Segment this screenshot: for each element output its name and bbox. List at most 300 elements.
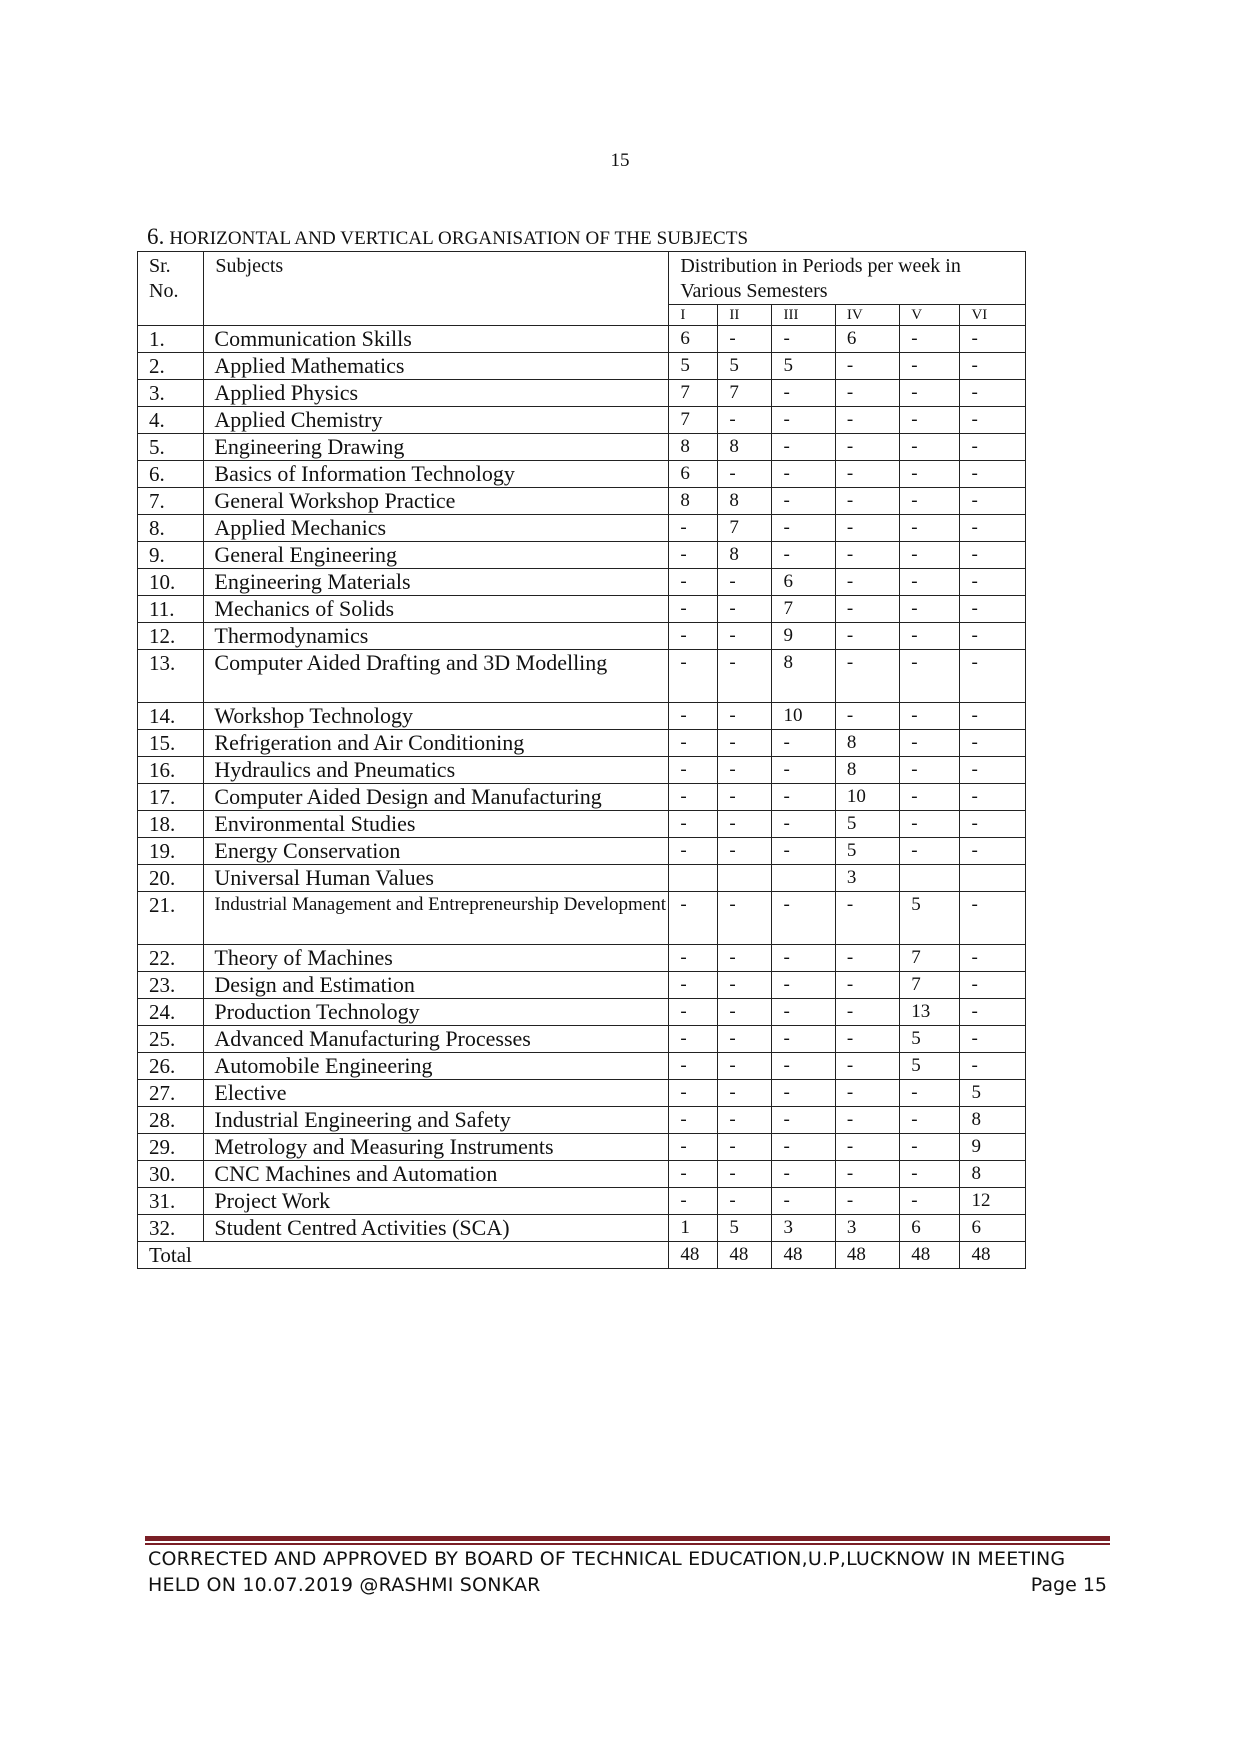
period-cell: 8 <box>669 434 718 461</box>
header-sr-no: Sr. No. <box>138 252 204 326</box>
sr-no-cell: 22. <box>138 945 204 972</box>
sr-no-cell: 5. <box>138 434 204 461</box>
total-cell: 48 <box>772 1242 835 1269</box>
subject-cell: Metrology and Measuring Instruments <box>204 1134 669 1161</box>
period-cell: - <box>772 838 835 865</box>
period-cell: 6 <box>669 326 718 353</box>
subject-cell: Energy Conservation <box>204 838 669 865</box>
period-cell <box>669 865 718 892</box>
sr-no-cell: 23. <box>138 972 204 999</box>
period-cell: - <box>718 757 772 784</box>
period-cell: - <box>900 1188 960 1215</box>
period-cell: 10 <box>772 703 835 730</box>
period-cell: - <box>900 407 960 434</box>
period-cell: - <box>772 1134 835 1161</box>
period-cell <box>900 865 960 892</box>
subject-cell: General Engineering <box>204 542 669 569</box>
period-cell: - <box>718 461 772 488</box>
table-row <box>138 488 1026 515</box>
period-cell: - <box>772 811 835 838</box>
subjects-distribution-table <box>137 251 1026 1269</box>
period-cell: - <box>718 1026 772 1053</box>
period-cell: - <box>718 838 772 865</box>
subject-cell: Basics of Information Technology <box>204 461 669 488</box>
period-cell: - <box>772 784 835 811</box>
semester-header: V <box>900 305 960 326</box>
table-row <box>138 1053 1026 1080</box>
period-cell: - <box>669 623 718 650</box>
period-cell: - <box>960 784 1026 811</box>
table-row <box>138 1080 1026 1107</box>
period-cell: - <box>669 1107 718 1134</box>
table-row <box>138 811 1026 838</box>
period-cell: - <box>718 326 772 353</box>
period-cell: - <box>772 326 835 353</box>
period-cell: - <box>669 542 718 569</box>
period-cell: 6 <box>900 1215 960 1242</box>
sr-no-cell: 20. <box>138 865 204 892</box>
table-row <box>138 1161 1026 1188</box>
period-cell: - <box>835 1026 899 1053</box>
total-label: Total <box>138 1242 669 1269</box>
period-cell: - <box>960 650 1026 703</box>
period-cell: 7 <box>900 972 960 999</box>
period-cell: - <box>900 623 960 650</box>
period-cell: - <box>669 1188 718 1215</box>
period-cell: 8 <box>772 650 835 703</box>
table-body <box>138 252 1026 1269</box>
period-cell: 10 <box>835 784 899 811</box>
period-cell: - <box>835 1107 899 1134</box>
table-row <box>138 999 1026 1026</box>
period-cell: - <box>772 380 835 407</box>
period-cell: - <box>960 623 1026 650</box>
period-cell: - <box>669 596 718 623</box>
table-row <box>138 650 1026 703</box>
table-row <box>138 569 1026 596</box>
header-subjects: Subjects <box>204 252 669 326</box>
period-cell <box>960 865 1026 892</box>
period-cell: 7 <box>669 380 718 407</box>
subject-cell: Thermodynamics <box>204 623 669 650</box>
period-cell: - <box>960 353 1026 380</box>
period-cell: - <box>669 838 718 865</box>
subject-cell: Environmental Studies <box>204 811 669 838</box>
sr-no-cell: 16. <box>138 757 204 784</box>
period-cell: - <box>718 1107 772 1134</box>
period-cell: - <box>835 596 899 623</box>
period-cell: 6 <box>669 461 718 488</box>
period-cell: 8 <box>669 488 718 515</box>
period-cell: 5 <box>900 1053 960 1080</box>
period-cell: 3 <box>835 1215 899 1242</box>
period-cell: - <box>718 703 772 730</box>
period-cell: 7 <box>669 407 718 434</box>
section-number: 6. <box>147 224 165 249</box>
sr-no-cell: 9. <box>138 542 204 569</box>
period-cell: - <box>960 461 1026 488</box>
sr-no-cell: 26. <box>138 1053 204 1080</box>
period-cell: 8 <box>718 542 772 569</box>
period-cell: - <box>900 1161 960 1188</box>
table-row <box>138 407 1026 434</box>
table-row <box>138 784 1026 811</box>
period-cell: - <box>718 1080 772 1107</box>
sr-no-cell: 29. <box>138 1134 204 1161</box>
sr-no-cell: 10. <box>138 569 204 596</box>
sr-no-cell: 32. <box>138 1215 204 1242</box>
subject-cell: Design and Estimation <box>204 972 669 999</box>
footer-page-label: Page 15 <box>1030 1574 1107 1596</box>
sr-no-cell: 13. <box>138 650 204 703</box>
table-row <box>138 434 1026 461</box>
table-row <box>138 757 1026 784</box>
period-cell: 5 <box>669 353 718 380</box>
period-cell: - <box>718 784 772 811</box>
period-cell: - <box>835 650 899 703</box>
period-cell: - <box>960 380 1026 407</box>
period-cell: - <box>718 730 772 757</box>
subject-cell: Engineering Materials <box>204 569 669 596</box>
section-heading <box>147 224 748 250</box>
period-cell: - <box>669 1080 718 1107</box>
sr-no-cell: 30. <box>138 1161 204 1188</box>
period-cell: - <box>835 999 899 1026</box>
period-cell: - <box>669 1134 718 1161</box>
period-cell: 7 <box>718 515 772 542</box>
period-cell: 6 <box>835 326 899 353</box>
period-cell: - <box>960 730 1026 757</box>
period-cell: - <box>669 811 718 838</box>
period-cell: 13 <box>900 999 960 1026</box>
period-cell: 5 <box>772 353 835 380</box>
period-cell: - <box>718 623 772 650</box>
subject-cell: Hydraulics and Pneumatics <box>204 757 669 784</box>
semester-header: IV <box>835 305 899 326</box>
table-row <box>138 353 1026 380</box>
sr-no-cell: 1. <box>138 326 204 353</box>
period-cell: - <box>718 569 772 596</box>
subject-cell: Communication Skills <box>204 326 669 353</box>
sr-no-cell: 7. <box>138 488 204 515</box>
period-cell: 6 <box>772 569 835 596</box>
sr-no-cell: 24. <box>138 999 204 1026</box>
table-row <box>138 730 1026 757</box>
period-cell: - <box>772 1107 835 1134</box>
subject-cell: Mechanics of Solids <box>204 596 669 623</box>
period-cell: - <box>900 757 960 784</box>
period-cell: - <box>835 972 899 999</box>
period-cell: - <box>669 1161 718 1188</box>
period-cell: - <box>900 596 960 623</box>
period-cell: - <box>835 569 899 596</box>
table-row <box>138 542 1026 569</box>
total-cell: 48 <box>669 1242 718 1269</box>
table-row <box>138 972 1026 999</box>
period-cell: 7 <box>718 380 772 407</box>
subject-cell: Applied Mathematics <box>204 353 669 380</box>
period-cell: - <box>772 757 835 784</box>
period-cell: 7 <box>772 596 835 623</box>
table-row <box>138 596 1026 623</box>
period-cell: - <box>772 407 835 434</box>
subject-cell: Elective <box>204 1080 669 1107</box>
sr-no-cell: 19. <box>138 838 204 865</box>
subject-cell: Workshop Technology <box>204 703 669 730</box>
total-cell: 48 <box>900 1242 960 1269</box>
period-cell: - <box>900 461 960 488</box>
period-cell: - <box>960 972 1026 999</box>
period-cell: 8 <box>960 1107 1026 1134</box>
semester-header: III <box>772 305 835 326</box>
sr-no-cell: 4. <box>138 407 204 434</box>
subject-cell: Production Technology <box>204 999 669 1026</box>
period-cell: - <box>669 999 718 1026</box>
period-cell: - <box>669 757 718 784</box>
period-cell: - <box>835 1188 899 1215</box>
table-row <box>138 703 1026 730</box>
period-cell: - <box>900 1080 960 1107</box>
footer-rule-thin <box>145 1543 1110 1545</box>
period-cell: - <box>772 1026 835 1053</box>
period-cell: 9 <box>960 1134 1026 1161</box>
period-cell: - <box>718 999 772 1026</box>
period-cell: - <box>900 1134 960 1161</box>
period-cell: - <box>960 811 1026 838</box>
period-cell: - <box>960 892 1026 945</box>
period-cell: - <box>835 1053 899 1080</box>
period-cell: 5 <box>900 892 960 945</box>
period-cell: 5 <box>960 1080 1026 1107</box>
period-cell: - <box>835 488 899 515</box>
period-cell: - <box>772 892 835 945</box>
period-cell: 8 <box>718 434 772 461</box>
period-cell: - <box>835 542 899 569</box>
header-row <box>138 252 1026 305</box>
period-cell: - <box>669 784 718 811</box>
period-cell: - <box>718 1053 772 1080</box>
sr-no-cell: 11. <box>138 596 204 623</box>
table-row <box>138 1188 1026 1215</box>
period-cell: - <box>900 488 960 515</box>
subject-cell: Applied Mechanics <box>204 515 669 542</box>
period-cell: - <box>960 999 1026 1026</box>
period-cell: - <box>900 730 960 757</box>
table-row <box>138 515 1026 542</box>
period-cell: - <box>718 972 772 999</box>
period-cell: - <box>960 1053 1026 1080</box>
period-cell: - <box>960 407 1026 434</box>
section-title: HORIZONTAL AND VERTICAL ORGANISATION OF THE SUBJECTS <box>169 228 749 249</box>
period-cell: - <box>718 650 772 703</box>
period-cell: 5 <box>835 811 899 838</box>
total-cell: 48 <box>835 1242 899 1269</box>
period-cell: 8 <box>835 757 899 784</box>
table-row <box>138 945 1026 972</box>
period-cell: - <box>835 1080 899 1107</box>
period-cell: - <box>772 999 835 1026</box>
period-cell: 7 <box>900 945 960 972</box>
period-cell: - <box>960 326 1026 353</box>
period-cell: - <box>960 542 1026 569</box>
sr-no-cell: 8. <box>138 515 204 542</box>
table-row <box>138 892 1026 945</box>
sr-no-cell: 3. <box>138 380 204 407</box>
period-cell: - <box>900 380 960 407</box>
period-cell: - <box>772 730 835 757</box>
period-cell: - <box>835 353 899 380</box>
period-cell: - <box>900 353 960 380</box>
period-cell: - <box>835 703 899 730</box>
subject-cell: Student Centred Activities (SCA) <box>204 1215 669 1242</box>
period-cell: 5 <box>718 353 772 380</box>
semester-header: VI <box>960 305 1026 326</box>
period-cell: - <box>835 407 899 434</box>
period-cell: - <box>772 972 835 999</box>
period-cell: - <box>772 1188 835 1215</box>
period-cell: 9 <box>772 623 835 650</box>
period-cell: - <box>669 972 718 999</box>
period-cell: - <box>960 515 1026 542</box>
period-cell: - <box>669 892 718 945</box>
header-distribution: Distribution in Periods per week in Various Semesters <box>669 252 1026 305</box>
period-cell: - <box>835 434 899 461</box>
total-cell: 48 <box>960 1242 1026 1269</box>
sr-no-cell: 25. <box>138 1026 204 1053</box>
period-cell: - <box>960 434 1026 461</box>
period-cell: - <box>669 650 718 703</box>
table-row <box>138 326 1026 353</box>
table-row <box>138 461 1026 488</box>
sr-no-cell: 27. <box>138 1080 204 1107</box>
table-row <box>138 1026 1026 1053</box>
table-row <box>138 1107 1026 1134</box>
period-cell: - <box>669 1053 718 1080</box>
period-cell: - <box>960 488 1026 515</box>
period-cell: - <box>669 703 718 730</box>
period-cell: 5 <box>718 1215 772 1242</box>
period-cell: - <box>960 703 1026 730</box>
period-cell: 8 <box>960 1161 1026 1188</box>
period-cell: - <box>669 730 718 757</box>
subject-cell: Computer Aided Drafting and 3D Modelling <box>204 650 669 703</box>
period-cell: - <box>900 650 960 703</box>
period-cell: 12 <box>960 1188 1026 1215</box>
period-cell: - <box>718 892 772 945</box>
sr-no-cell: 14. <box>138 703 204 730</box>
footer-meeting-text: HELD ON 10.07.2019 @RASHMI SONKAR <box>148 1574 541 1596</box>
period-cell: - <box>772 1080 835 1107</box>
period-cell: - <box>669 945 718 972</box>
period-cell: - <box>669 515 718 542</box>
sr-no-cell: 12. <box>138 623 204 650</box>
period-cell: - <box>835 892 899 945</box>
sr-no-cell: 15. <box>138 730 204 757</box>
period-cell: - <box>960 757 1026 784</box>
period-cell: - <box>835 623 899 650</box>
period-cell: 6 <box>960 1215 1026 1242</box>
subject-cell: Industrial Management and Entrepreneurship Development <box>204 892 669 945</box>
sr-no-cell: 2. <box>138 353 204 380</box>
subject-cell: Theory of Machines <box>204 945 669 972</box>
period-cell: - <box>835 461 899 488</box>
sr-no-cell: 31. <box>138 1188 204 1215</box>
period-cell: 5 <box>900 1026 960 1053</box>
period-cell: - <box>772 945 835 972</box>
period-cell: - <box>835 1134 899 1161</box>
subject-cell: Universal Human Values <box>204 865 669 892</box>
footer-approval-text: CORRECTED AND APPROVED BY BOARD OF TECHNICAL EDUCATION,U.P,LUCKNOW IN MEETING <box>148 1548 1066 1570</box>
period-cell: - <box>960 838 1026 865</box>
period-cell: - <box>900 434 960 461</box>
period-cell: - <box>900 838 960 865</box>
sr-no-cell: 6. <box>138 461 204 488</box>
sr-no-cell: 17. <box>138 784 204 811</box>
period-cell: - <box>835 945 899 972</box>
semester-header: I <box>669 305 718 326</box>
period-cell: - <box>772 515 835 542</box>
table-row <box>138 623 1026 650</box>
period-cell: - <box>772 461 835 488</box>
period-cell: - <box>718 1134 772 1161</box>
subject-cell: Project Work <box>204 1188 669 1215</box>
page-number: 15 <box>610 150 630 171</box>
subject-cell: Refrigeration and Air Conditioning <box>204 730 669 757</box>
period-cell: - <box>718 1161 772 1188</box>
period-cell: - <box>835 380 899 407</box>
subject-cell: Industrial Engineering and Safety <box>204 1107 669 1134</box>
period-cell: - <box>900 326 960 353</box>
period-cell: - <box>900 811 960 838</box>
sr-no-cell: 28. <box>138 1107 204 1134</box>
footer-rule <box>145 1536 1110 1541</box>
period-cell: - <box>900 569 960 596</box>
period-cell: - <box>835 515 899 542</box>
subject-cell: Computer Aided Design and Manufacturing <box>204 784 669 811</box>
period-cell: - <box>718 811 772 838</box>
subject-cell: Advanced Manufacturing Processes <box>204 1026 669 1053</box>
period-cell: - <box>900 703 960 730</box>
period-cell: - <box>900 1107 960 1134</box>
period-cell: 8 <box>835 730 899 757</box>
period-cell <box>718 865 772 892</box>
period-cell: - <box>669 1026 718 1053</box>
table-row <box>138 865 1026 892</box>
period-cell: - <box>772 542 835 569</box>
period-cell: - <box>772 1161 835 1188</box>
subject-cell: Engineering Drawing <box>204 434 669 461</box>
period-cell: - <box>960 596 1026 623</box>
period-cell: - <box>772 1053 835 1080</box>
table-row <box>138 380 1026 407</box>
period-cell: - <box>835 1161 899 1188</box>
period-cell: - <box>772 488 835 515</box>
period-cell: 3 <box>772 1215 835 1242</box>
period-cell: 3 <box>835 865 899 892</box>
subject-cell: Automobile Engineering <box>204 1053 669 1080</box>
period-cell: - <box>718 1188 772 1215</box>
subject-cell: Applied Chemistry <box>204 407 669 434</box>
period-cell: - <box>718 945 772 972</box>
period-cell: - <box>900 542 960 569</box>
subject-cell: General Workshop Practice <box>204 488 669 515</box>
total-cell: 48 <box>718 1242 772 1269</box>
total-row <box>138 1242 1026 1269</box>
period-cell: - <box>772 434 835 461</box>
table-row <box>138 838 1026 865</box>
period-cell: - <box>718 407 772 434</box>
period-cell: - <box>960 945 1026 972</box>
